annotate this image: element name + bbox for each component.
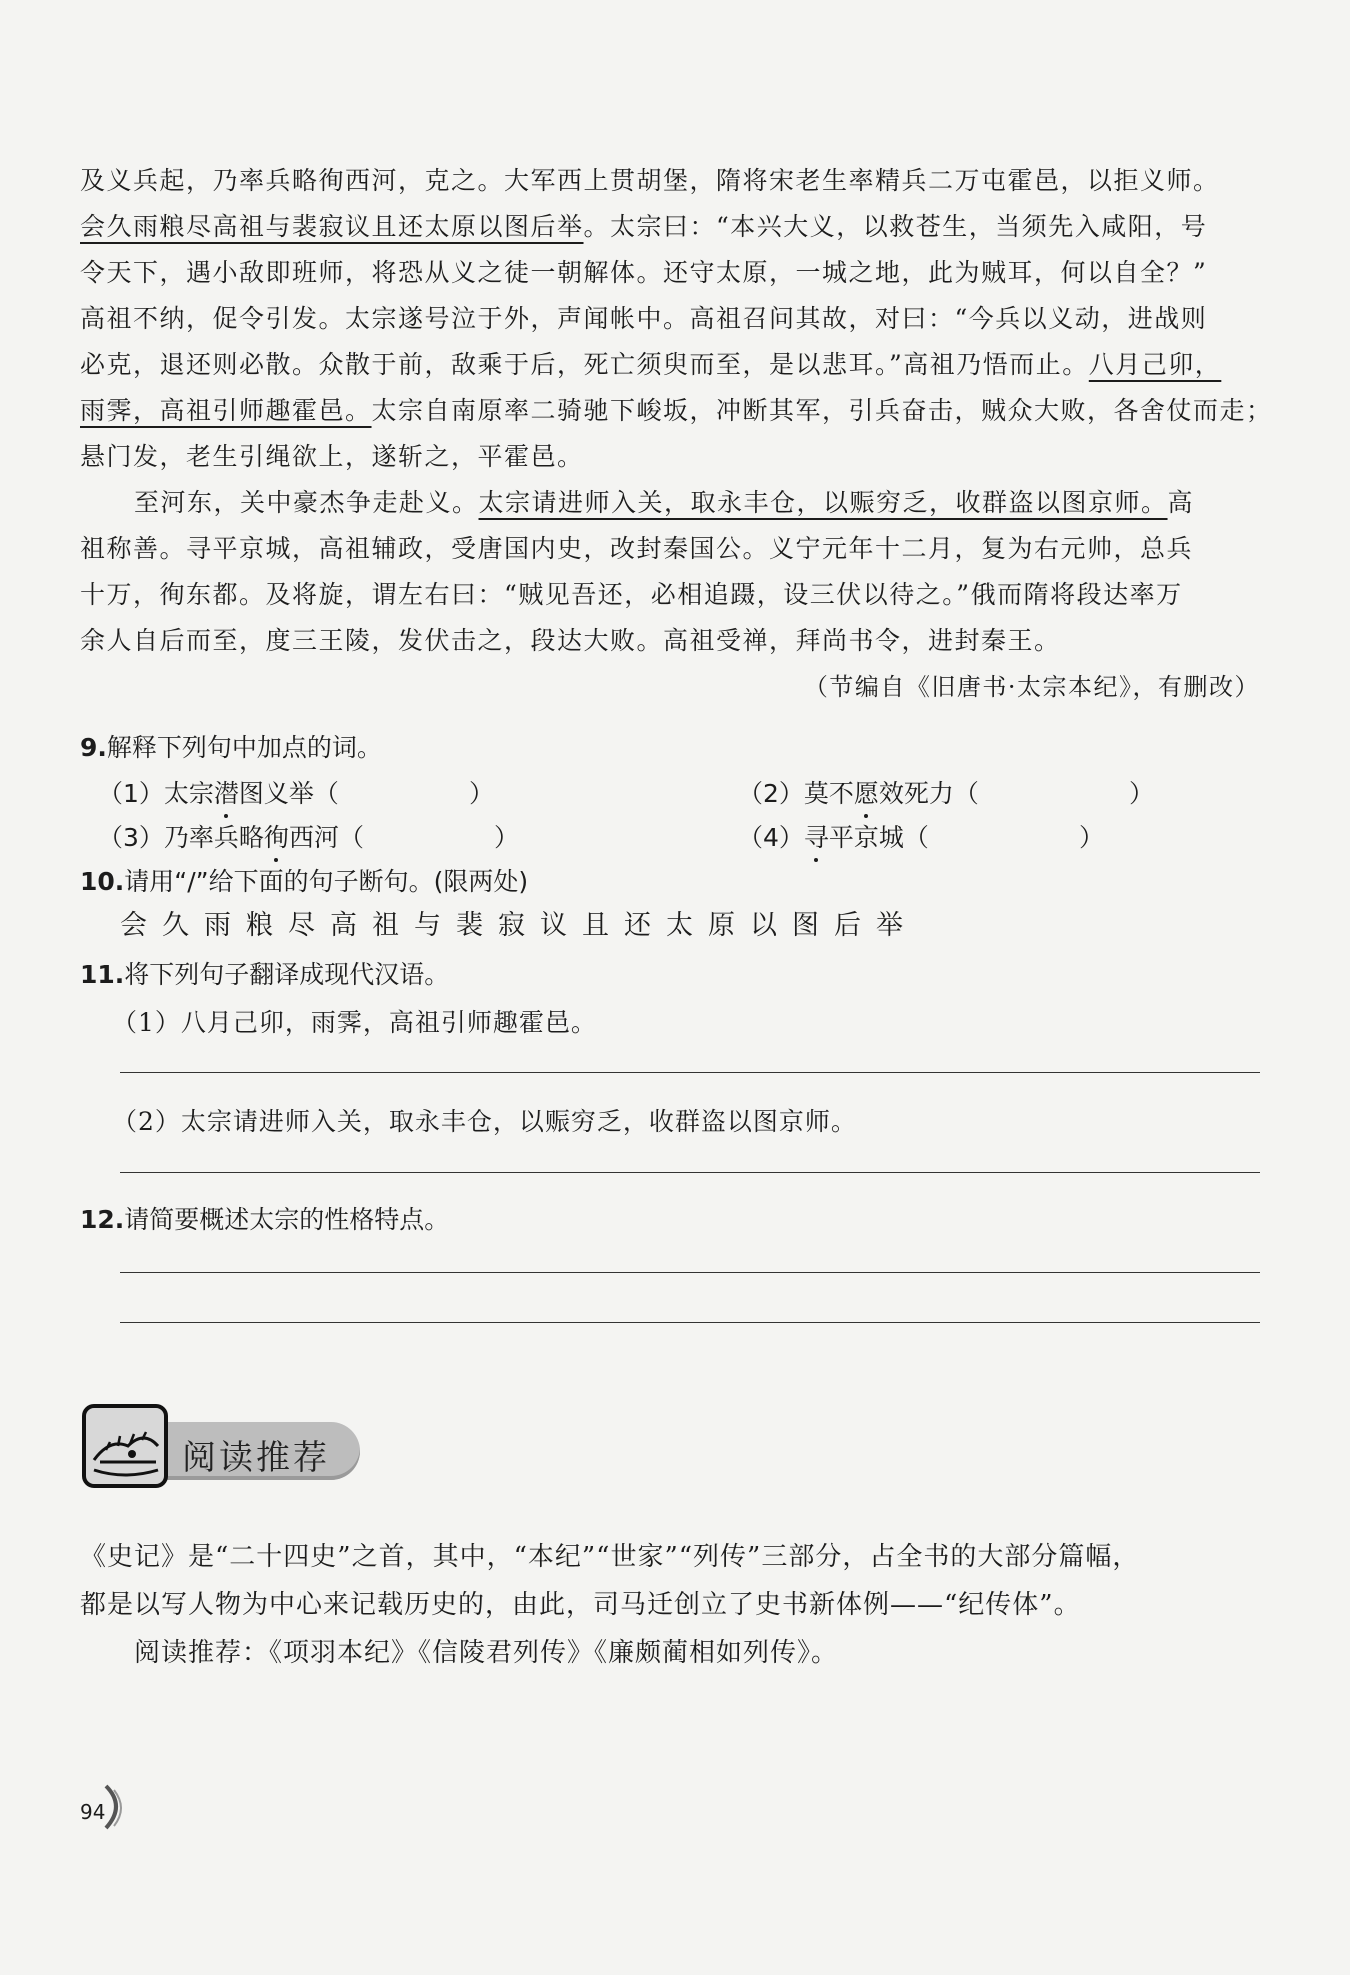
underlined-sentence: 雨霁，高祖引师趣霍邑。 [80,396,372,425]
passage-text: 悬门发，老生引绳欲上，遂斩之，平霍邑。 [80,442,584,471]
dotted-word: 潜 [214,774,239,810]
passage-text: 太宗自南原率二骑驰下峻坂，冲断其军，引兵奋击，贼众大败，各舍仗而走； [371,396,1273,425]
answer-line[interactable] [120,1072,1260,1073]
question-9 [80,728,382,764]
passage-source: （节编自《旧唐书·太宗本纪》，有删改） [803,673,1260,701]
question-10 [80,862,528,898]
answer-line[interactable] [120,1272,1260,1273]
passage-text: 高 [1167,488,1195,517]
passage-text: 十万，徇东都。及将旋，谓左右曰：“贼见吾还，必相追蹑，设三伏以待之。”俄而隋将段达率万 [80,580,1183,609]
underlined-sentence: 会久雨粮尽高祖与裴寂议且还太原以图后举 [80,212,584,241]
passage-text: 令天下，遇小敌即班师，将恐从义之徒一朝解体。还守太原，一城之地，此为贼耳，何以自全？” [80,258,1208,287]
passage-text: 及义兵起，乃率兵略徇西河，克之。大军西上贯胡堡，隋将宋老生率精兵二万屯霍邑，以拒义师。 [80,166,1220,195]
question-number: 10. [80,867,125,896]
passage-line [80,618,1260,664]
passage-line [80,158,1260,204]
sentence-to-punctuate: 会久雨粮尽高祖与裴寂议且还太原以图后举 [120,910,918,941]
passage-text: 。太宗曰：“本兴大义，以救苍生，当须先入咸阳，号 [583,212,1208,241]
recommend-paragraph-2: 都是以写人物为中心来记载历史的，由此，司马迁创立了史书新体例——“纪传体”。 [80,1590,1081,1620]
passage-text: 必克，退还则必散。众散于前，敌乘于后，死亡须臾而至，是以悲耳。”高祖乃悟而止。 [80,350,1089,379]
passage-line [80,296,1260,342]
question-number: 12. [80,1205,125,1234]
book-leaf-icon [80,1400,170,1490]
question-text: 解释下列句中加点的词。 [106,733,382,762]
recommend-paragraph-1: 《史记》是“二十四史”之首，其中，“本纪”“世家”“列传”三部分，占全书的大部分篇幅， [80,1542,1140,1572]
question-11 [80,955,449,991]
passage-line [80,204,1260,250]
dotted-word: 寻 [804,818,829,854]
page-number: 94 [80,1800,106,1824]
reading-recommendation-banner [80,1400,360,1500]
q11-item-1: （1）八月己卯，雨霁，高祖引师趣霍邑。 [112,1008,597,1037]
passage-line [80,388,1273,434]
passage-text: 祖称善。寻平京城，高祖辅政，受唐国内史，改封秦国公。义宁元年十二月，复为右元帅，总兵 [80,534,1194,563]
passage-line [80,480,1260,526]
recommend-paragraph-3: 阅读推荐：《项羽本纪》《信陵君列传》《廉颇蔺相如列传》。 [134,1638,839,1668]
question-12 [80,1200,449,1236]
underlined-sentence: 太宗请进师入关，取永丰仓，以赈穷乏，收群盗以图京师。 [478,488,1168,517]
q9-item-4: （4）寻平京城（ ） [738,818,1104,854]
passage-line [80,526,1260,572]
q9-item-3: （3）乃率兵略徇西河（ ） [98,818,519,854]
q9-item-1: （1）太宗潜图义举（ ） [98,774,494,810]
passage-line [80,342,1260,388]
passage-line [80,434,1260,480]
passage-line [80,250,1260,296]
underlined-sentence: 八月己卯， [1088,350,1222,379]
question-text: 将下列句子翻译成现代汉语。 [124,960,450,989]
dotted-word: 愿 [854,774,879,810]
question-text: 请用“/”给下面的句子断句。(限两处) [124,867,529,896]
answer-line[interactable] [120,1172,1260,1173]
passage-text: 余人自后而至，度三王陵，发伏击之，段达大败。高祖受禅，拜尚书令，进封秦王。 [80,626,1061,655]
q9-item-2: （2）莫不愿效死力（ ） [738,774,1154,810]
question-text: 请简要概述太宗的性格特点。 [124,1205,450,1234]
classical-passage [80,158,1273,710]
question-number: 11. [80,960,125,989]
dotted-word: 徇 [264,818,289,854]
passage-line [80,572,1260,618]
passage-text: 至河东，关中豪杰争走赴义。 [134,488,479,517]
question-number: 9. [80,733,107,762]
answer-line[interactable] [120,1322,1260,1323]
banner-title: 阅读推荐 [182,1438,330,1478]
q11-item-2: （2）太宗请进师入关，取永丰仓，以赈穷乏，收群盗以图京师。 [112,1107,857,1136]
passage-text: 高祖不纳，促令引发。太宗遂号泣于外，声闻帐中。高祖召问其故，对曰：“今兵以义动，进战则 [80,304,1208,333]
